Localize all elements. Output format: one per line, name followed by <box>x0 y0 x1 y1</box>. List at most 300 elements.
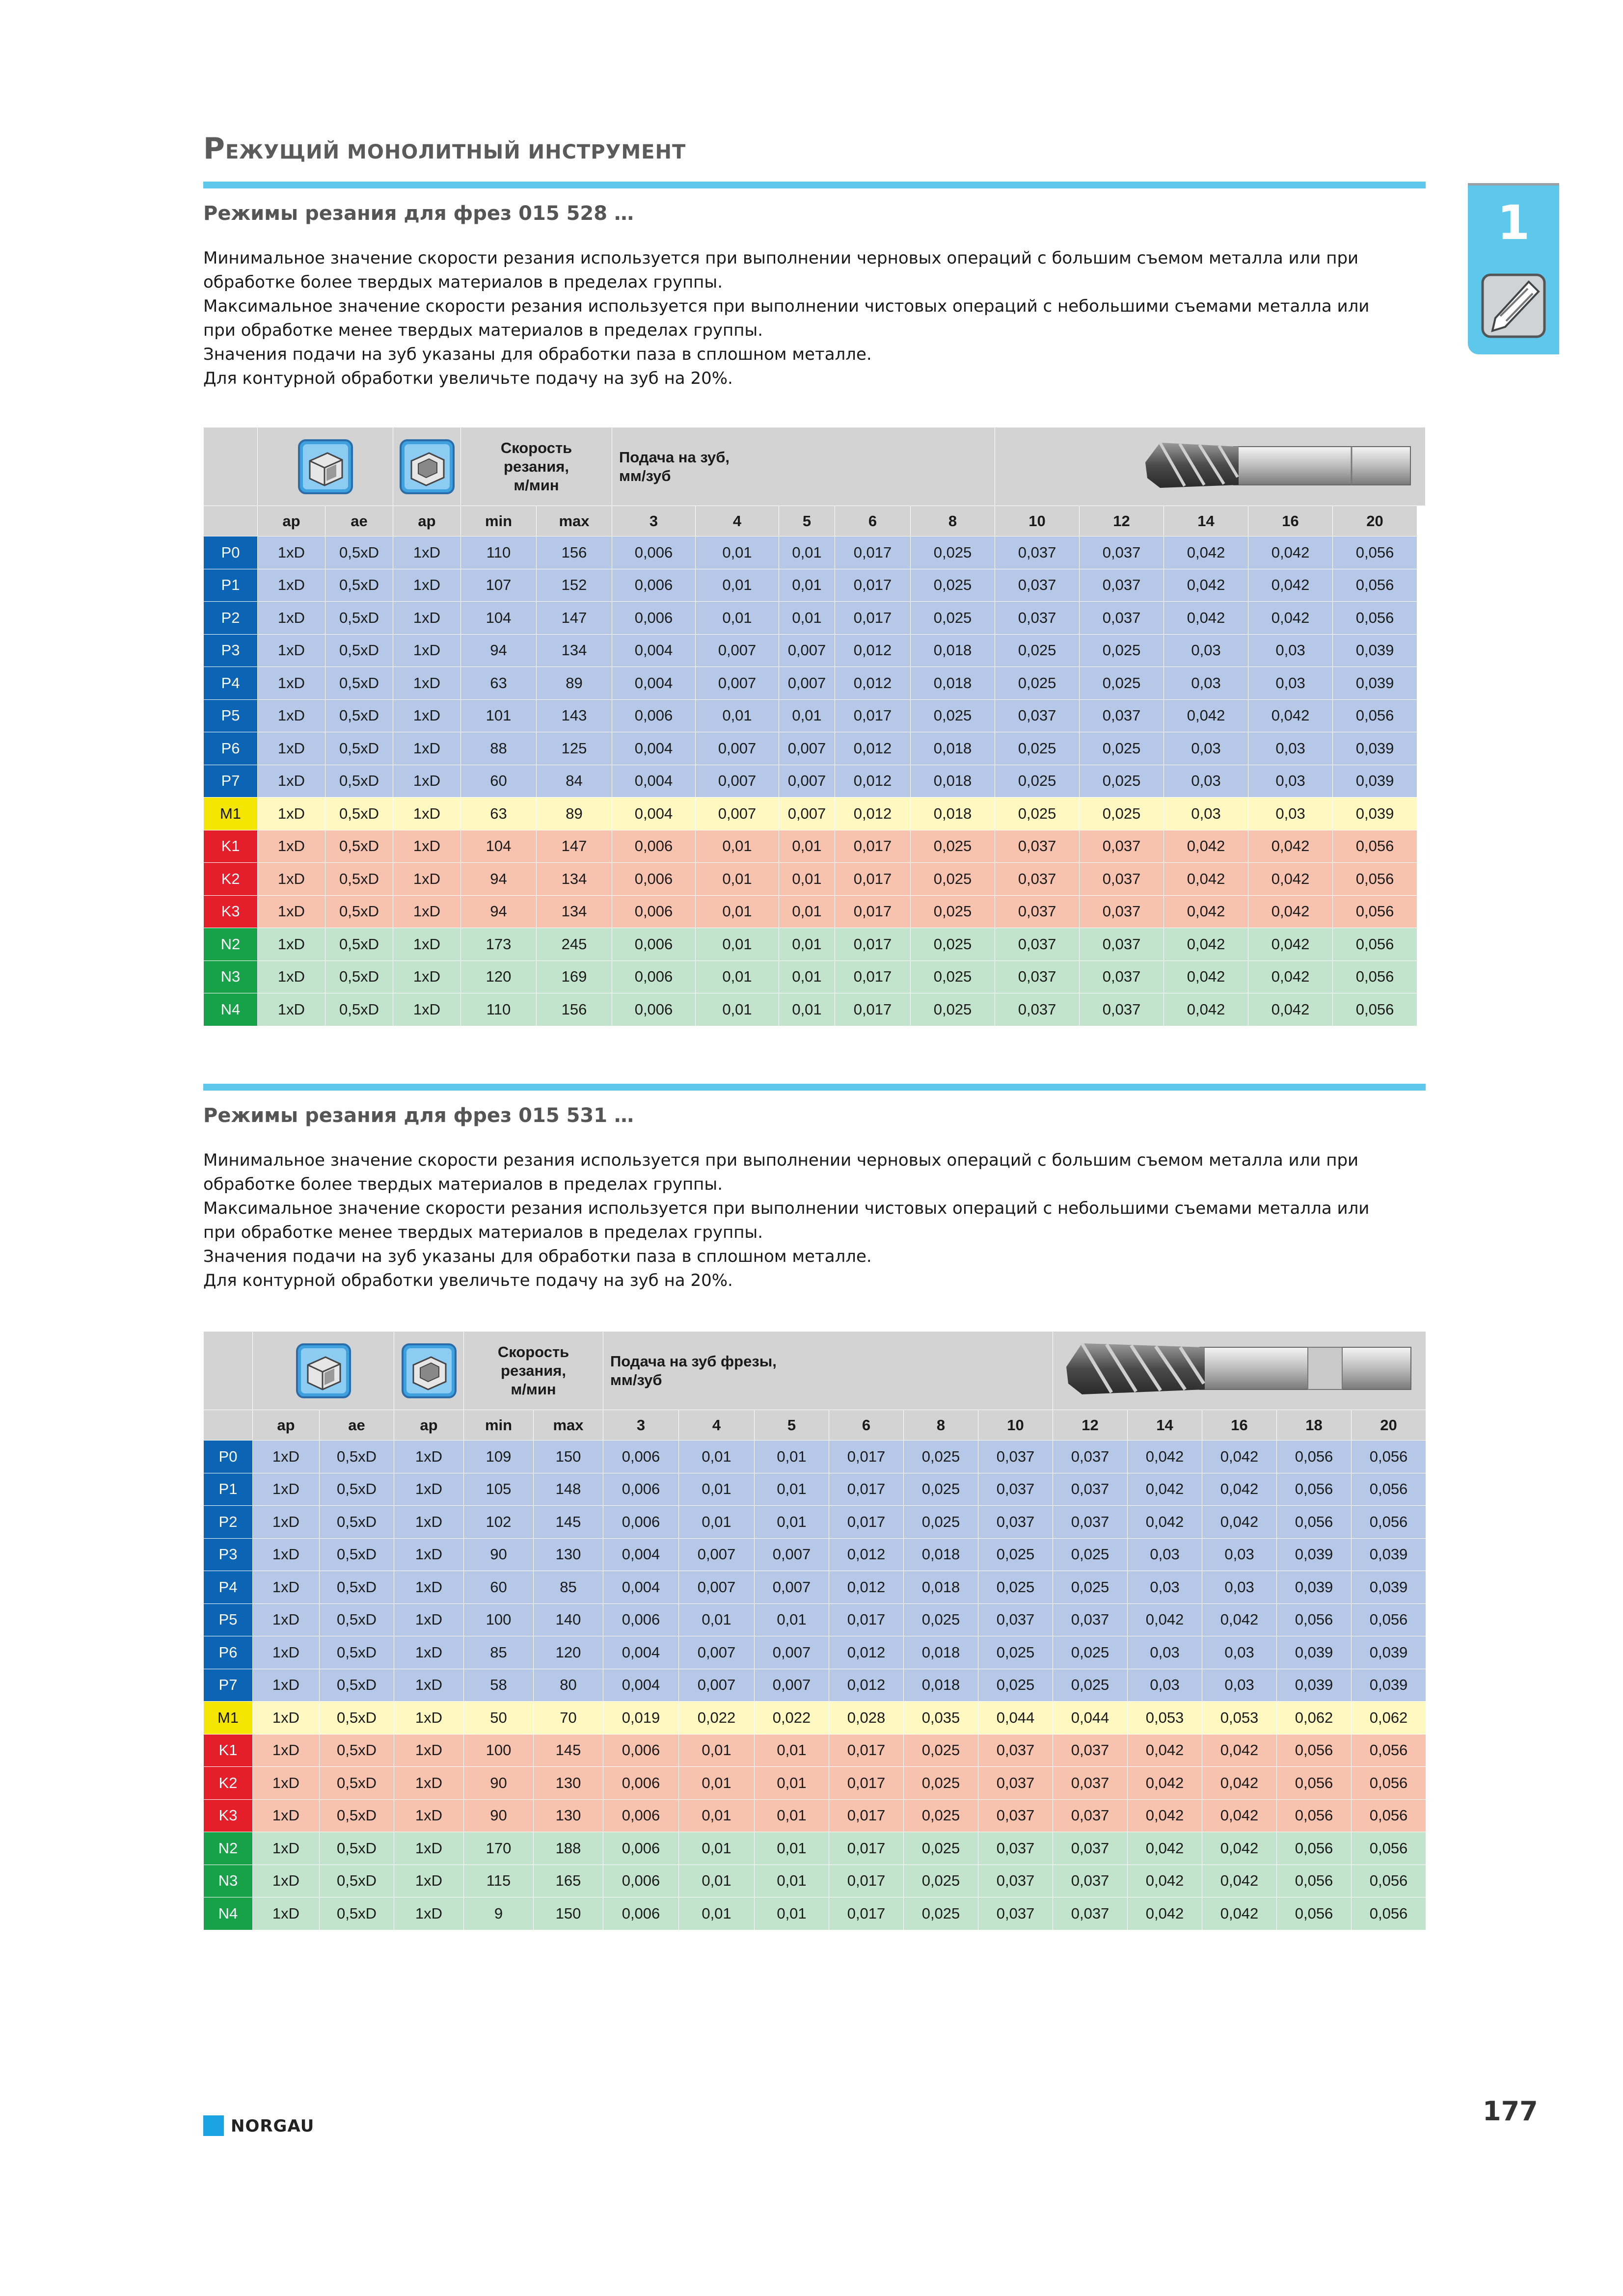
table-cell: 0,01 <box>696 699 779 732</box>
table-cell: 0,056 <box>1277 1865 1352 1897</box>
table-cell: 0,01 <box>679 1897 755 1930</box>
table-cell: 1xD <box>253 1506 320 1539</box>
feed-header <box>612 427 995 506</box>
table-cell: 0,5xD <box>320 1799 394 1832</box>
chapter-tab[interactable] <box>1468 186 1559 354</box>
pocket-icon-cell <box>393 427 461 506</box>
table-cell: 0,056 <box>1333 536 1417 569</box>
table-cell: 0,004 <box>612 798 696 830</box>
table-cell: 0,025 <box>1053 1538 1128 1571</box>
table-cell: 1xD <box>394 1473 464 1506</box>
feed-header-line: мм/зуб <box>619 467 671 484</box>
table-cell: 0,037 <box>1053 1799 1128 1832</box>
table-cell: 148 <box>534 1473 603 1506</box>
table-cell: 1xD <box>394 1799 464 1832</box>
material-group-code: P4 <box>204 667 258 700</box>
table-cell: 0,042 <box>1248 830 1333 863</box>
table-cell: 101 <box>461 699 537 732</box>
table-row <box>204 1538 1426 1571</box>
table-cell: 0,017 <box>835 961 911 993</box>
table-cell: 0,004 <box>612 634 696 667</box>
table-cell: 1xD <box>394 1832 464 1865</box>
table-cell: 0,017 <box>829 1473 904 1506</box>
table-cell: 245 <box>537 928 612 961</box>
table-cell: 1xD <box>393 961 461 993</box>
table-cell: 0,012 <box>829 1636 904 1669</box>
table-cell: 1xD <box>258 536 325 569</box>
table-row <box>204 732 1426 765</box>
table-cell: 0,017 <box>829 1897 904 1930</box>
table-row <box>204 634 1426 667</box>
table-cell: 0,007 <box>779 732 835 765</box>
table-cell: 0,017 <box>835 602 911 635</box>
table-cell: 0,004 <box>603 1538 679 1571</box>
material-group-code: P6 <box>204 732 258 765</box>
table-cell: 0,037 <box>1053 1767 1128 1800</box>
table-cell: 0,042 <box>1202 1767 1277 1800</box>
column-header: 4 <box>696 506 779 536</box>
table-cell: 1xD <box>258 961 325 993</box>
header-empty-cell <box>204 427 258 506</box>
table-cell: 1xD <box>393 634 461 667</box>
table-cell: 0,056 <box>1277 1473 1352 1506</box>
table-cell: 1xD <box>258 602 325 635</box>
material-group-code: P5 <box>204 1603 253 1636</box>
table-cell: 0,017 <box>835 699 911 732</box>
column-header: 18 <box>1277 1410 1352 1441</box>
table-cell: 102 <box>464 1506 534 1539</box>
table-row <box>204 1506 1426 1539</box>
table-cell: 0,056 <box>1352 1897 1426 1930</box>
table-cell: 60 <box>464 1571 534 1604</box>
table-cell: 0,025 <box>904 1441 978 1473</box>
table-cell: 0,007 <box>696 667 779 700</box>
table-cell: 0,025 <box>1080 732 1164 765</box>
table-cell: 0,007 <box>696 798 779 830</box>
table-cell: 0,03 <box>1202 1636 1277 1669</box>
table-cell: 1xD <box>258 928 325 961</box>
table-cell: 1xD <box>393 993 461 1026</box>
table-cell: 0,037 <box>995 895 1080 928</box>
table-cell: 1xD <box>258 798 325 830</box>
table-cell: 0,042 <box>1164 863 1248 896</box>
table-cell: 0,037 <box>978 1865 1053 1897</box>
table-cell: 0,039 <box>1333 765 1417 798</box>
table-cell: 0,007 <box>679 1538 755 1571</box>
table-cell: 0,056 <box>1333 895 1417 928</box>
table-cell: 0,037 <box>1080 602 1164 635</box>
section-rule-2 <box>203 1084 1426 1091</box>
table-cell: 0,025 <box>904 1865 978 1897</box>
speed-header-line: Скорость <box>497 1343 569 1361</box>
table-cell: 0,037 <box>978 1441 1053 1473</box>
feed-header-line: Подача на зуб, <box>619 448 730 466</box>
table-row <box>204 1473 1426 1506</box>
table-cell: 0,025 <box>911 863 995 896</box>
table-row <box>204 1441 1426 1473</box>
material-group-code: P6 <box>204 1636 253 1669</box>
table-cell: 0,01 <box>779 569 835 602</box>
column-header-row <box>204 1410 1426 1441</box>
table-cell: 0,042 <box>1202 1865 1277 1897</box>
material-group-code: P3 <box>204 634 258 667</box>
table-row <box>204 1636 1426 1669</box>
table-cell: 0,03 <box>1202 1538 1277 1571</box>
brand-name: NORGAU <box>231 2116 315 2136</box>
table-cell: 0,037 <box>995 699 1080 732</box>
table-cell: 134 <box>537 895 612 928</box>
table-cell: 94 <box>461 895 537 928</box>
table-cell: 156 <box>537 993 612 1026</box>
column-header: 16 <box>1202 1410 1277 1441</box>
table-cell: 150 <box>534 1897 603 1930</box>
table-cell: 0,042 <box>1128 1473 1202 1506</box>
table-cell: 0,017 <box>835 536 911 569</box>
table-cell: 0,025 <box>978 1538 1053 1571</box>
table-cell: 1xD <box>394 1538 464 1571</box>
table-cell: 0,056 <box>1277 1506 1352 1539</box>
table-cell: 0,006 <box>603 1832 679 1865</box>
table-cell: 0,012 <box>835 634 911 667</box>
slot-milling-icon <box>297 438 354 495</box>
material-group-code: P0 <box>204 536 258 569</box>
table-cell: 0,056 <box>1352 1603 1426 1636</box>
table-cell: 0,01 <box>755 1897 829 1930</box>
column-header: 14 <box>1128 1410 1202 1441</box>
table-cell: 0,01 <box>755 1441 829 1473</box>
page-number: 177 <box>1483 2096 1538 2127</box>
table-cell: 0,007 <box>755 1636 829 1669</box>
table-cell: 0,012 <box>829 1538 904 1571</box>
table-cell: 0,039 <box>1277 1669 1352 1702</box>
table-cell: 1xD <box>394 1636 464 1669</box>
table-cell: 0,03 <box>1202 1571 1277 1604</box>
pocket-milling-icon <box>399 438 456 495</box>
table-cell: 1xD <box>393 569 461 602</box>
table-cell: 1xD <box>258 634 325 667</box>
table-cell: 0,01 <box>679 1473 755 1506</box>
table-cell: 1xD <box>258 830 325 863</box>
table-cell: 0,056 <box>1333 961 1417 993</box>
section-title-2: Режимы резания для фрез 015 531 … <box>203 1104 634 1127</box>
table-cell: 0,01 <box>679 1865 755 1897</box>
table-cell: 0,037 <box>995 830 1080 863</box>
table-cell: 1xD <box>253 1832 320 1865</box>
table-cell: 0,037 <box>1080 536 1164 569</box>
column-header: ap <box>393 506 461 536</box>
table-cell: 0,017 <box>829 1506 904 1539</box>
logo-square-icon <box>203 2115 224 2136</box>
table-cell: 1xD <box>253 1734 320 1767</box>
table-cell: 0,5xD <box>325 993 393 1026</box>
table-cell: 0,056 <box>1277 1799 1352 1832</box>
table-cell: 0,042 <box>1248 928 1333 961</box>
intro-line: при обработке менее твердых материалов в пределах группы. <box>203 320 763 340</box>
table-cell: 0,025 <box>904 1767 978 1800</box>
table-cell: 0,025 <box>911 895 995 928</box>
table-row <box>204 798 1426 830</box>
table-cell: 0,056 <box>1333 928 1417 961</box>
table-cell: 0,042 <box>1128 1506 1202 1539</box>
table-cell: 0,017 <box>835 569 911 602</box>
table-cell: 0,01 <box>696 895 779 928</box>
table-cell: 0,056 <box>1352 1441 1426 1473</box>
table-cell: 0,017 <box>835 830 911 863</box>
column-header: 5 <box>755 1410 829 1441</box>
column-header: ae <box>325 506 393 536</box>
column-header: min <box>464 1410 534 1441</box>
table-cell: 0,037 <box>995 993 1080 1026</box>
table-cell: 85 <box>464 1636 534 1669</box>
table-cell: 1xD <box>258 993 325 1026</box>
table-cell: 0,025 <box>978 1636 1053 1669</box>
table-cell: 170 <box>464 1832 534 1865</box>
table-cell: 1xD <box>394 1897 464 1930</box>
table-cell: 0,006 <box>603 1603 679 1636</box>
column-header: 8 <box>904 1410 978 1441</box>
table-cell: 1xD <box>253 1865 320 1897</box>
slot-milling-icon <box>295 1342 352 1399</box>
table-cell: 0,037 <box>1053 1897 1128 1930</box>
table-cell: 0,037 <box>978 1734 1053 1767</box>
intro-line: обработке более твердых материалов в пределах группы. <box>203 1175 723 1194</box>
table-cell: 0,5xD <box>320 1603 394 1636</box>
drill-icon <box>1481 273 1546 339</box>
table-cell: 0,017 <box>829 1734 904 1767</box>
table-cell: 0,025 <box>904 1897 978 1930</box>
table-cell: 0,062 <box>1277 1702 1352 1735</box>
table-cell: 1xD <box>394 1603 464 1636</box>
table-cell: 0,012 <box>835 732 911 765</box>
table-cell: 0,03 <box>1164 732 1248 765</box>
table-cell: 0,03 <box>1128 1636 1202 1669</box>
table-cell: 0,017 <box>835 863 911 896</box>
table-cell: 0,012 <box>835 667 911 700</box>
table-cell: 0,042 <box>1248 536 1333 569</box>
table-cell: 0,03 <box>1128 1669 1202 1702</box>
table-cell: 0,018 <box>911 634 995 667</box>
section-rule-1 <box>203 182 1426 188</box>
table-cell: 94 <box>461 634 537 667</box>
table-row <box>204 569 1426 602</box>
table-cell: 1xD <box>394 1669 464 1702</box>
table-cell: 0,01 <box>779 699 835 732</box>
table-cell: 0,025 <box>995 732 1080 765</box>
table-cell: 0,01 <box>779 895 835 928</box>
table-cell: 120 <box>534 1636 603 1669</box>
table-cell: 0,025 <box>911 961 995 993</box>
table-cell: 50 <box>464 1702 534 1735</box>
intro-line: Для контурной обработки увеличьте подачу на зуб на 20%. <box>203 1271 733 1290</box>
table-cell: 0,01 <box>779 961 835 993</box>
table-cell: 0,017 <box>829 1441 904 1473</box>
table-row <box>204 1603 1426 1636</box>
table-cell: 0,042 <box>1248 993 1333 1026</box>
speed-header <box>464 1332 603 1410</box>
table-cell: 0,042 <box>1202 1473 1277 1506</box>
table-cell: 0,039 <box>1352 1636 1426 1669</box>
table-cell: 0,025 <box>904 1799 978 1832</box>
table-cell: 0,01 <box>679 1767 755 1800</box>
table-cell: 0,042 <box>1164 602 1248 635</box>
table-cell: 0,037 <box>1080 863 1164 896</box>
table-cell: 0,042 <box>1202 1603 1277 1636</box>
table-cell: 0,006 <box>612 699 696 732</box>
table-cell: 0,037 <box>1053 1832 1128 1865</box>
table-cell: 1xD <box>253 1669 320 1702</box>
table-cell: 0,053 <box>1128 1702 1202 1735</box>
table-cell: 0,006 <box>603 1865 679 1897</box>
table-row <box>204 961 1426 993</box>
table-cell: 0,012 <box>835 765 911 798</box>
table-cell: 0,042 <box>1164 569 1248 602</box>
table-cell: 80 <box>534 1669 603 1702</box>
table-cell: 0,056 <box>1333 993 1417 1026</box>
table-cell: 0,004 <box>603 1669 679 1702</box>
table-cell: 0,042 <box>1248 863 1333 896</box>
table-row <box>204 1799 1426 1832</box>
table-cell: 0,006 <box>612 928 696 961</box>
table-cell: 0,037 <box>978 1767 1053 1800</box>
column-header: 6 <box>835 506 911 536</box>
table-cell: 0,01 <box>779 830 835 863</box>
table-cell: 0,006 <box>612 993 696 1026</box>
table-cell: 0,018 <box>911 732 995 765</box>
table-cell: 0,037 <box>1053 1603 1128 1636</box>
table-cell: 0,037 <box>995 961 1080 993</box>
table-cell: 0,042 <box>1202 1799 1277 1832</box>
column-header: 8 <box>911 506 995 536</box>
table-cell: 0,037 <box>995 928 1080 961</box>
column-header: ae <box>320 1410 394 1441</box>
table-cell: 107 <box>461 569 537 602</box>
table-cell: 0,01 <box>679 1832 755 1865</box>
table-cell: 0,012 <box>829 1571 904 1604</box>
material-group-code: M1 <box>204 1702 253 1735</box>
table-cell: 0,5xD <box>325 699 393 732</box>
table-cell: 100 <box>464 1603 534 1636</box>
table-cell: 0,056 <box>1333 569 1417 602</box>
intro-line: Для контурной обработки увеличьте подачу на зуб на 20%. <box>203 369 733 388</box>
table-cell: 0,006 <box>612 536 696 569</box>
table-cell: 104 <box>461 830 537 863</box>
table-cell: 104 <box>461 602 537 635</box>
table-cell: 0,5xD <box>320 1702 394 1735</box>
table-cell: 0,039 <box>1333 634 1417 667</box>
table-cell: 0,037 <box>978 1473 1053 1506</box>
table-cell: 0,5xD <box>325 536 393 569</box>
table-cell: 0,03 <box>1128 1538 1202 1571</box>
table-cell: 1xD <box>253 1603 320 1636</box>
table-row <box>204 1865 1426 1897</box>
column-header: 20 <box>1352 1410 1426 1441</box>
intro-line: Максимальное значение скорости резания используется при выполнении чистовых операций с небольшими съемами металла или <box>203 1199 1370 1218</box>
table-cell: 0,01 <box>696 863 779 896</box>
column-header: 12 <box>1080 506 1164 536</box>
column-header: 20 <box>1333 506 1417 536</box>
table-cell: 0,007 <box>779 634 835 667</box>
speed-header-line: Скорость <box>500 439 572 456</box>
end-mill-image <box>1140 433 1415 497</box>
column-header: 3 <box>612 506 696 536</box>
table-cell: 0,042 <box>1248 699 1333 732</box>
table-row <box>204 1734 1426 1767</box>
table-cell: 0,01 <box>679 1603 755 1636</box>
table-cell: 0,01 <box>755 1506 829 1539</box>
table-cell: 0,056 <box>1333 699 1417 732</box>
table-cell: 109 <box>464 1441 534 1473</box>
table-cell: 0,5xD <box>325 895 393 928</box>
table-header-row <box>204 1332 1426 1410</box>
table-cell: 147 <box>537 830 612 863</box>
table-cell: 0,037 <box>978 1603 1053 1636</box>
table-row <box>204 928 1426 961</box>
column-header: ap <box>394 1410 464 1441</box>
table-cell: 0,056 <box>1352 1473 1426 1506</box>
table-cell: 0,5xD <box>325 602 393 635</box>
table-cell: 0,007 <box>679 1636 755 1669</box>
intro-line: при обработке менее твердых материалов в пределах группы. <box>203 1223 763 1242</box>
table-cell: 0,037 <box>1080 928 1164 961</box>
table-cell: 0,037 <box>1080 961 1164 993</box>
table-cell: 0,007 <box>755 1538 829 1571</box>
table-cell: 0,025 <box>911 536 995 569</box>
intro-line: обработке более твердых материалов в пределах группы. <box>203 272 723 292</box>
table-cell: 1xD <box>393 830 461 863</box>
table-row <box>204 699 1426 732</box>
page-title <box>203 132 686 166</box>
table-cell: 0,037 <box>1053 1734 1128 1767</box>
table-cell: 1xD <box>253 1799 320 1832</box>
material-group-code: K3 <box>204 895 258 928</box>
table-cell: 0,025 <box>904 1832 978 1865</box>
table-cell: 0,017 <box>829 1865 904 1897</box>
table-cell: 0,019 <box>603 1702 679 1735</box>
table-cell: 1xD <box>253 1702 320 1735</box>
table-cell: 1xD <box>393 765 461 798</box>
intro-line: Минимальное значение скорости резания используется при выполнении черновых операций с большим съемом металла или при <box>203 248 1359 268</box>
table-cell: 1xD <box>393 699 461 732</box>
table-cell: 0,025 <box>1080 798 1164 830</box>
table-cell: 89 <box>537 798 612 830</box>
table-cell: 1xD <box>394 1571 464 1604</box>
table-cell: 0,5xD <box>320 1832 394 1865</box>
table-cell: 0,01 <box>779 536 835 569</box>
speed-header-line: резания, <box>504 457 569 475</box>
table-cell: 1xD <box>253 1636 320 1669</box>
table-cell: 0,5xD <box>325 798 393 830</box>
table-cell: 1xD <box>393 895 461 928</box>
column-header: 10 <box>978 1410 1053 1441</box>
table-cell: 0,042 <box>1128 1799 1202 1832</box>
table-cell: 0,037 <box>1080 830 1164 863</box>
table-cell: 1xD <box>258 699 325 732</box>
table-cell: 0,5xD <box>325 830 393 863</box>
table-cell: 0,5xD <box>320 1865 394 1897</box>
table-cell: 0,056 <box>1277 1897 1352 1930</box>
table-row <box>204 895 1426 928</box>
table-cell: 0,056 <box>1277 1767 1352 1800</box>
table-cell: 0,03 <box>1248 634 1333 667</box>
table-cell: 0,025 <box>1053 1669 1128 1702</box>
table-cell: 0,037 <box>978 1506 1053 1539</box>
table-cell: 0,01 <box>755 1734 829 1767</box>
table-cell: 0,042 <box>1128 1734 1202 1767</box>
table-cell: 0,056 <box>1333 830 1417 863</box>
table-cell: 0,5xD <box>325 765 393 798</box>
table-cell: 0,01 <box>696 928 779 961</box>
table-cell: 0,01 <box>779 928 835 961</box>
